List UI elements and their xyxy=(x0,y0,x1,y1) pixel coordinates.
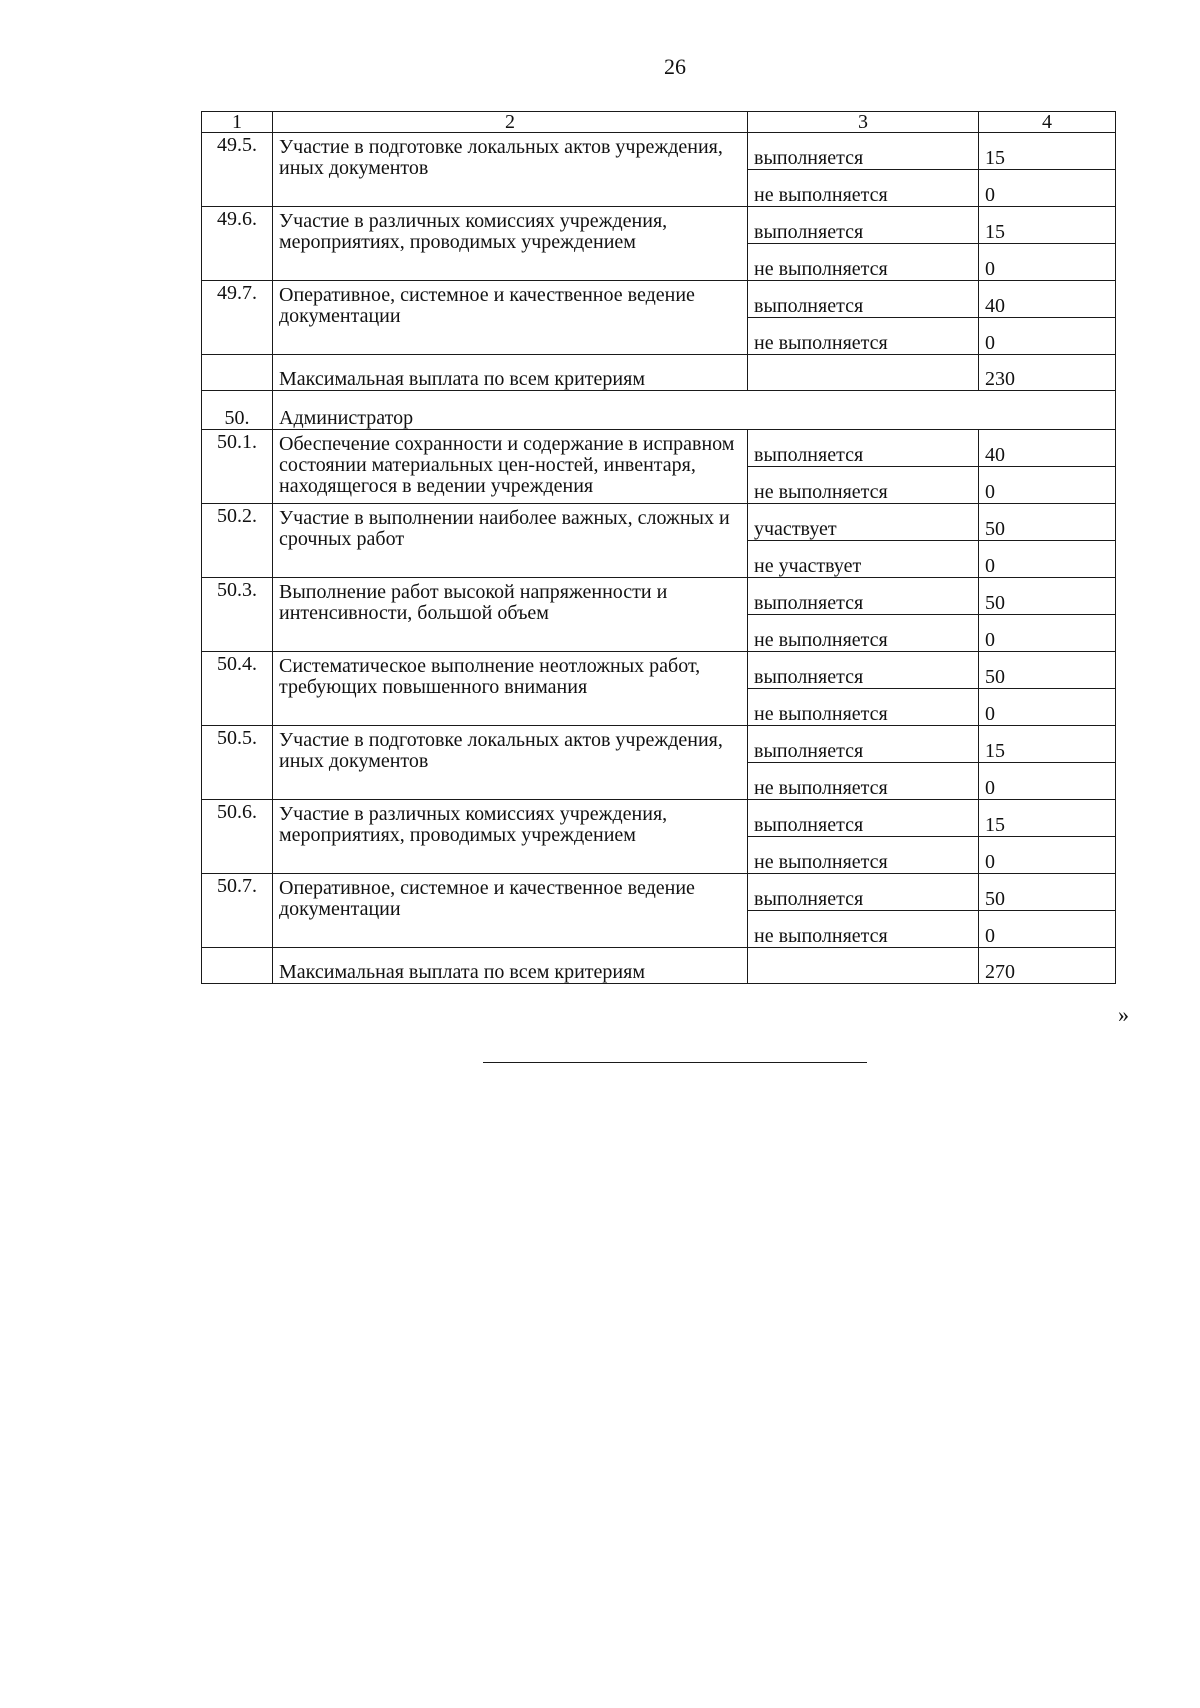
criteria-table xyxy=(201,111,1116,984)
criterion-description: Оперативное, системное и качественное ведение документации xyxy=(273,281,748,355)
criterion-condition: выполняется xyxy=(748,281,979,318)
criterion-points: 0 xyxy=(979,763,1116,800)
criterion-points: 0 xyxy=(979,911,1116,948)
table-header-row xyxy=(202,112,1116,133)
criterion-description: Участие в различных комиссиях учреждения, мероприятиях, проводимых учреждением xyxy=(273,207,748,281)
criterion-condition: выполняется xyxy=(748,874,979,911)
criterion-number: 50.1. xyxy=(202,430,273,504)
table-row xyxy=(202,281,1116,318)
table-row xyxy=(202,874,1116,911)
criterion-condition: не участвует xyxy=(748,541,979,578)
criterion-points: 0 xyxy=(979,689,1116,726)
total-condition-cell xyxy=(748,355,979,391)
criterion-description: Обеспечение сохранности и содержание в исправном состоянии материальных цен-ностей, инвентаря, находящегося в ведении учреждения xyxy=(273,430,748,504)
criterion-condition: выполняется xyxy=(748,133,979,170)
table-row xyxy=(202,578,1116,615)
criterion-condition: участвует xyxy=(748,504,979,541)
closing-quote: » xyxy=(1118,1002,1129,1027)
criterion-points: 0 xyxy=(979,615,1116,652)
section-title: Администратор xyxy=(273,391,1116,430)
criterion-points: 50 xyxy=(979,652,1116,689)
table-row xyxy=(202,800,1116,837)
criterion-points: 40 xyxy=(979,281,1116,318)
column-header-2: 2 xyxy=(273,112,748,133)
criterion-description: Участие в подготовке локальных актов учреждения, иных документов xyxy=(273,726,748,800)
criterion-number: 50.7. xyxy=(202,874,273,948)
section-row xyxy=(202,391,1116,430)
criterion-number: 50.5. xyxy=(202,726,273,800)
page-number: 26 xyxy=(664,54,686,79)
criterion-description: Участие в подготовке локальных актов учреждения, иных документов xyxy=(273,133,748,207)
criterion-condition: не выполняется xyxy=(748,911,979,948)
criterion-condition: не выполняется xyxy=(748,615,979,652)
criterion-number: 49.6. xyxy=(202,207,273,281)
criterion-number: 49.5. xyxy=(202,133,273,207)
criterion-condition: не выполняется xyxy=(748,244,979,281)
criterion-condition: не выполняется xyxy=(748,837,979,874)
criterion-description: Участие в различных комиссиях учреждения, мероприятиях, проводимых учреждением xyxy=(273,800,748,874)
total-row xyxy=(202,948,1116,984)
criterion-description: Систематическое выполнение неотложных работ, требующих повышенного внимания xyxy=(273,652,748,726)
total-number-cell xyxy=(202,948,273,984)
total-label: Максимальная выплата по всем критериям xyxy=(273,948,748,984)
criterion-points: 50 xyxy=(979,578,1116,615)
criterion-points: 0 xyxy=(979,837,1116,874)
criterion-condition: выполняется xyxy=(748,726,979,763)
criterion-number: 49.7. xyxy=(202,281,273,355)
criterion-points: 50 xyxy=(979,504,1116,541)
column-header-1: 1 xyxy=(202,112,273,133)
criterion-points: 0 xyxy=(979,541,1116,578)
criterion-points: 15 xyxy=(979,800,1116,837)
criterion-condition: не выполняется xyxy=(748,467,979,504)
end-separator-line xyxy=(483,1062,867,1063)
criterion-condition: не выполняется xyxy=(748,170,979,207)
criterion-condition: выполняется xyxy=(748,578,979,615)
column-header-3: 3 xyxy=(748,112,979,133)
criterion-points: 50 xyxy=(979,874,1116,911)
table-row xyxy=(202,726,1116,763)
criterion-points: 0 xyxy=(979,170,1116,207)
total-row xyxy=(202,355,1116,391)
criterion-points: 40 xyxy=(979,430,1116,467)
table-row xyxy=(202,133,1116,170)
criterion-points: 0 xyxy=(979,244,1116,281)
table-row xyxy=(202,504,1116,541)
criterion-condition: выполняется xyxy=(748,652,979,689)
criterion-condition: не выполняется xyxy=(748,689,979,726)
criterion-number: 50.2. xyxy=(202,504,273,578)
criterion-description: Оперативное, системное и качественное ведение документации xyxy=(273,874,748,948)
criterion-points: 0 xyxy=(979,318,1116,355)
criterion-description: Выполнение работ высокой напряженности и интенсивности, большой объем xyxy=(273,578,748,652)
table-row xyxy=(202,430,1116,467)
criterion-points: 15 xyxy=(979,133,1116,170)
total-label: Максимальная выплата по всем критериям xyxy=(273,355,748,391)
total-points: 270 xyxy=(979,948,1116,984)
criterion-number: 50.3. xyxy=(202,578,273,652)
column-header-4: 4 xyxy=(979,112,1116,133)
total-points: 230 xyxy=(979,355,1116,391)
table-row xyxy=(202,207,1116,244)
criterion-points: 15 xyxy=(979,207,1116,244)
criterion-points: 0 xyxy=(979,467,1116,504)
table-row xyxy=(202,652,1116,689)
criterion-condition: не выполняется xyxy=(748,318,979,355)
criterion-number: 50.4. xyxy=(202,652,273,726)
criterion-number: 50.6. xyxy=(202,800,273,874)
criterion-description: Участие в выполнении наиболее важных, сложных и срочных работ xyxy=(273,504,748,578)
total-condition-cell xyxy=(748,948,979,984)
criterion-condition: не выполняется xyxy=(748,763,979,800)
criterion-points: 15 xyxy=(979,726,1116,763)
criteria-table-container xyxy=(201,111,1116,984)
criterion-condition: выполняется xyxy=(748,430,979,467)
criterion-condition: выполняется xyxy=(748,207,979,244)
total-number-cell xyxy=(202,355,273,391)
criteria-table-body xyxy=(202,112,1116,984)
section-number: 50. xyxy=(202,391,273,430)
criterion-condition: выполняется xyxy=(748,800,979,837)
